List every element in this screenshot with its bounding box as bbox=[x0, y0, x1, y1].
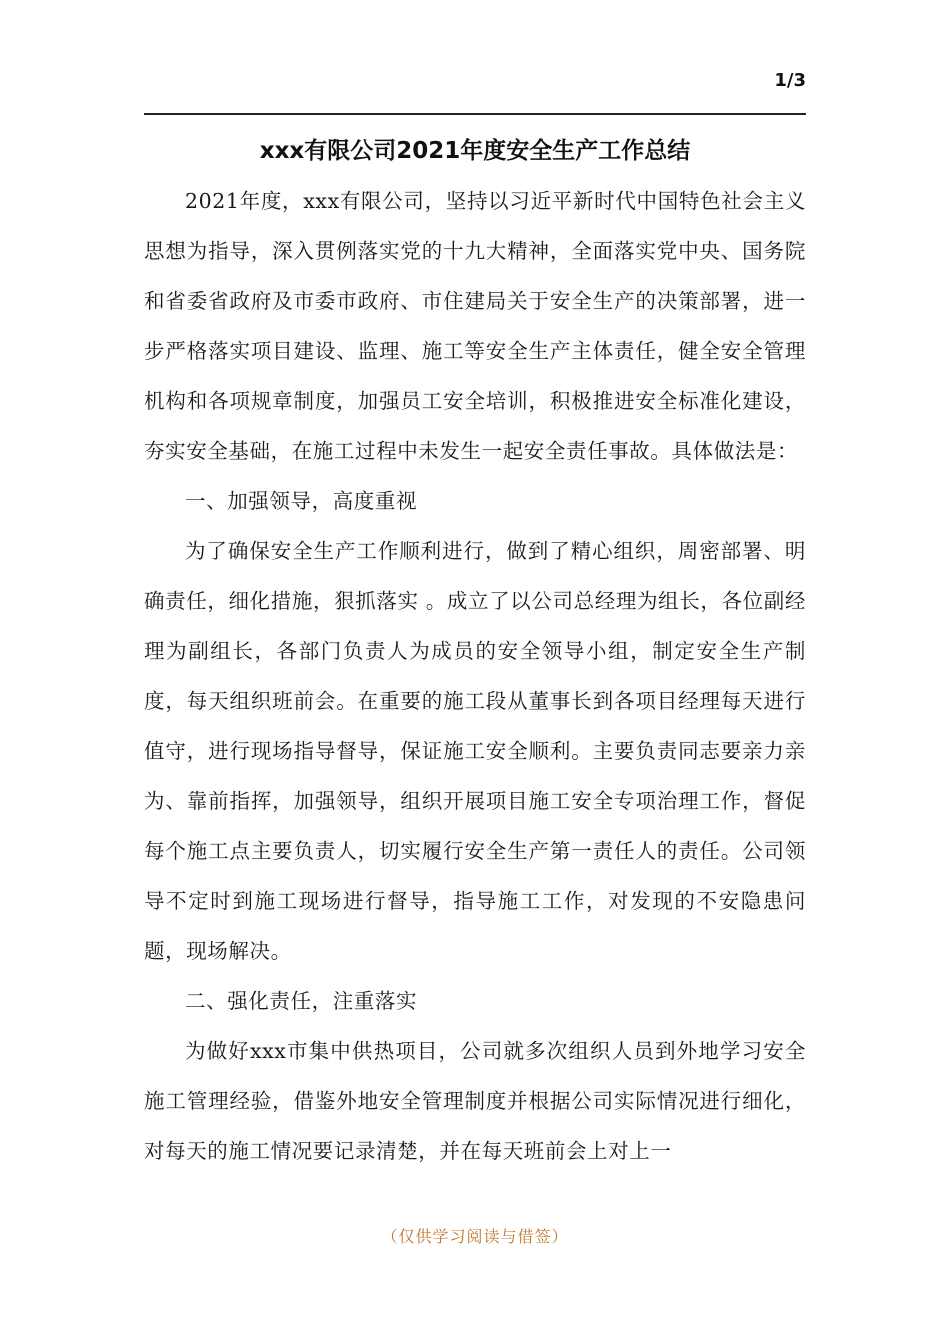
document-title: xxx有限公司2021年度安全生产工作总结 bbox=[259, 138, 691, 164]
paragraph-section-1: 为了确保安全生产工作顺利进行，做到了精心组织，周密部署、明确责任，细化措施，狠抓落实 。成立了以公司总经理为组长，各位副经理为副组长，各部门负责人为成员的安全领导小组，制定安全生产制度，每天组织班前会。在重要的施工段从董事长到各项目经理每天进行值守，进行现场指导督导，保证施工安全顺利。主要负责同志要亲力亲为、靠前指挥，加强领导，组织开展项目施工安全专项治理工作，督促每个施工点主要负责人，切实履行安全生产第一责任人的责任。公司领导不定时到施工现场进行督导，指导施工工作，对发现的不安隐患问题，现场解决。 bbox=[144, 539, 806, 963]
document-body bbox=[144, 126, 806, 1176]
page-number: 1/3 bbox=[774, 70, 806, 91]
paragraph-intro: 2021年度，xxx有限公司，坚持以习近平新时代中国特色社会主义思想为指导，深入贯例落实党的十九大精神，全面落实党中央、国务院和省委省政府及市委市政府、市住建局关于安全生产的决策部署，进一步严格落实项目建设、监理、施工等安全生产主体责任，健全安全管理机构和各项规章制度，加强员工安全培训，积极推进安全标准化建设，夯实安全基础，在施工过程中未发生一起安全责任事故。具体做法是： bbox=[144, 189, 806, 463]
footer-disclaimer: （仅供学习阅读与借签） bbox=[381, 1227, 569, 1246]
header-divider bbox=[144, 113, 806, 115]
section-heading-2: 二、强化责任，注重落实 bbox=[185, 989, 418, 1013]
paragraph-section-2: 为做好xxx市集中供热项目，公司就多次组织人员到外地学习安全施工管理经验，借鉴外地安全管理制度并根据公司实际情况进行细化，对每天的施工情况要记录清楚，并在每天班前会上对上一 bbox=[144, 1039, 806, 1163]
section-heading-1: 一、加强领导，高度重视 bbox=[185, 489, 418, 513]
